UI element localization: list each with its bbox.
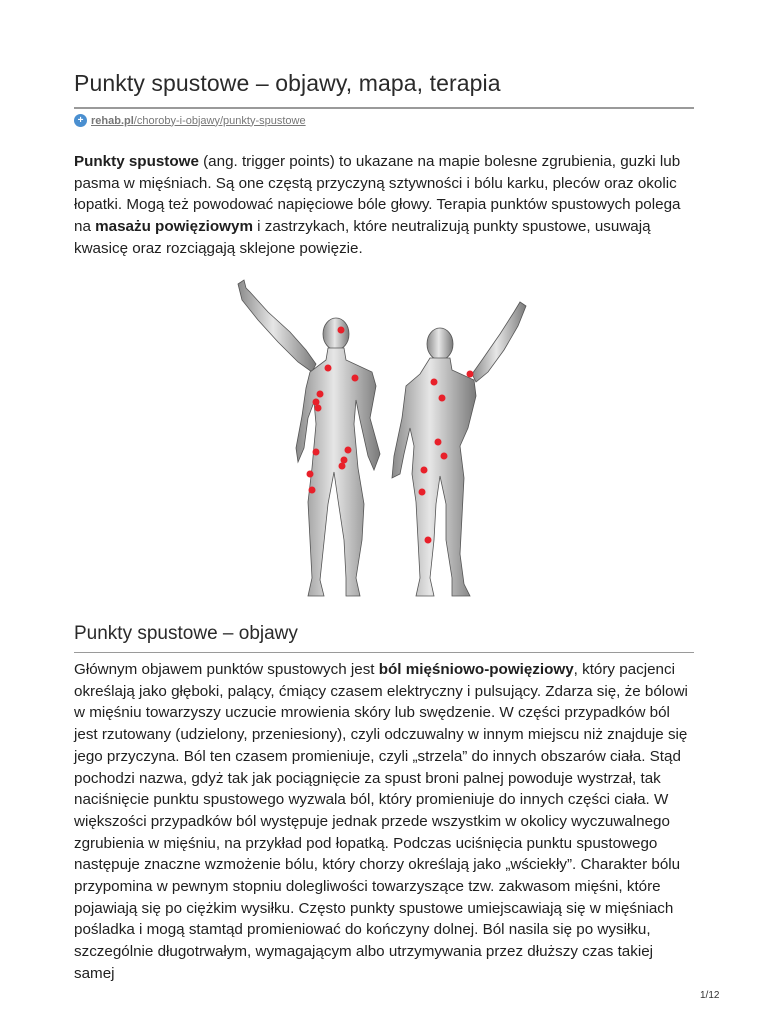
trigger-point <box>313 449 320 456</box>
trigger-point <box>339 463 346 470</box>
section-divider <box>74 652 694 653</box>
page-title: Punkty spustowe – objawy, mapa, terapia <box>74 70 501 96</box>
trigger-points-body-map <box>224 278 540 602</box>
back-figure <box>392 302 526 596</box>
intro-term-massage: masażu powięziowym <box>95 218 253 236</box>
trigger-point <box>435 439 442 446</box>
trigger-point <box>313 399 320 406</box>
trigger-point <box>421 467 428 474</box>
trigger-point <box>345 447 352 454</box>
trigger-point <box>325 365 332 372</box>
source-domain[interactable]: rehab.pl <box>91 114 134 127</box>
trigger-point <box>307 471 314 478</box>
intro-text-1: (ang. trigger points) to ukazane na mapie bolesne zgrubienia, guzki lub pasma w mięśniach. Są one częstą przyczyną sztywności i bólu karku, pleców oraz okolic łopatki. Mogą też powodować napięciowe bóle głowy. Terapia punktów spustowych polega na <box>74 153 681 236</box>
section-heading: Punkty spustowe – objawy <box>74 623 298 644</box>
trigger-point <box>338 327 345 334</box>
trigger-point <box>467 371 474 378</box>
trigger-point <box>431 379 438 386</box>
symptoms-text-1: Głównym objawem punktów spustowych jest <box>74 661 379 678</box>
intro-text-2: i zastrzykach, które neutralizują punkty spustowe, usuwają kwasicę oraz rozciągają sklejone powięzie. <box>74 218 651 257</box>
intro-paragraph <box>74 151 696 260</box>
trigger-point <box>341 457 348 464</box>
page-number: 1/12 <box>700 990 720 1001</box>
trigger-point <box>352 375 359 382</box>
source-link[interactable] <box>91 115 306 127</box>
trigger-point <box>309 487 316 494</box>
symptoms-paragraph <box>74 659 696 985</box>
front-figure <box>238 280 380 596</box>
source-link-row <box>74 114 306 127</box>
trigger-point <box>315 405 322 412</box>
symptoms-text-2: , który pacjenci określają jako głęboki, palący, ćmiący czasem elektryczny i pulsujący. Zdarza się, że bólowi w mięśniu towarzyszy uczucie mrowienia skóry lub swędzenie. W części przypadków ból jest rzutowany (udzielony, przeniesiony), czyli odczuwalny w innym miejscu niż znajduje się jego przyczyna. Ból ten czasem promieniuje, czyli „strzela” do innych obszarów ciała. Stąd pochodzi nazwa, gdyż tak jak pociągnięcie za spust broni palnej powoduje wystrzał, tak naciśnięcie punktu spustowego wyzwala ból, który promieniuje do innych części ciała. W większości przypadków ból występuje jednak przede wszystkim w okolicy wyczuwalnego zgrubienia w mięśniu, na przykład pod łopatką. Podczas uciśnięcia punktu spustowego następuje znaczne wzmożenie bólu, który chorzy określają jako „wściekły”. Charakter bólu przypomina w pewnym stopniu dolegliwości towarzyszące tzw. zakwasom mięśni, które pojawiają się po ciężkim wysiłku. Często punkty spustowe umiejscawiają się w mięśniach pośladka i mogą stamtąd promieniować do kończyny dolnej. Ból nasila się po wysiłku, szczególnie długotrwałym, wymagającym albo utrzymywania przez dłuższy czas takiej samej <box>74 661 688 982</box>
intro-term: Punkty spustowe <box>74 153 199 170</box>
globe-icon: + <box>74 114 87 127</box>
trigger-point <box>441 453 448 460</box>
trigger-point <box>425 537 432 544</box>
trigger-point <box>439 395 446 402</box>
symptoms-term: ból mięśniowo-powięziowy <box>378 661 574 678</box>
title-divider <box>74 107 694 109</box>
source-path[interactable]: /choroby-i-objawy/punkty-spustowe <box>133 114 306 127</box>
trigger-point <box>317 391 324 398</box>
trigger-point <box>419 489 426 496</box>
